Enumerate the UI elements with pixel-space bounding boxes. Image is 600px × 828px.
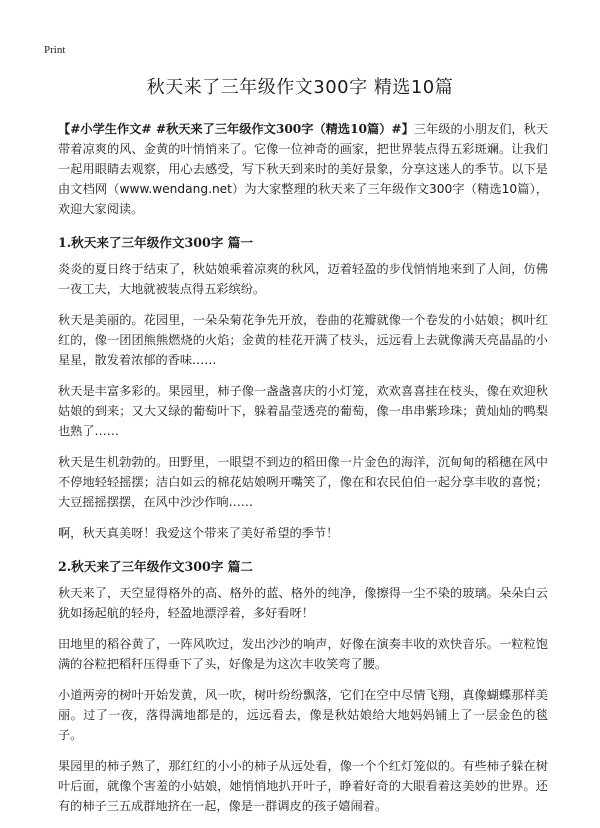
section-2-paragraph: 秋天来了，天空显得格外的高、格外的蓝、格外的纯净，像擦得一尘不染的玻璃。朵朵白云犹如扬起航的轻舟，轻盈地漂浮着，多好看呀！ (58, 586, 548, 620)
document-title: 秋天来了三年级作文300字 精选10篇 (146, 77, 454, 98)
section-1-paragraph: 秋天是美丽的。花园里，一朵朵菊花争先开放，卷曲的花瓣就像一个卷发的小姑娘；枫叶红红的，像一团团熊熊燃烧的火焰；金黄的桂花开满了枝头，远远看上去就像满天亮晶晶的小星星，散发着浓郁的香味…… (58, 313, 548, 367)
section-1-paragraph: 秋天是丰富多彩的。果园里，柿子像一盏盏喜庆的小灯笼，欢欢喜喜挂在枝头，像在欢迎秋姑娘的到来；又大又绿的葡萄叶下，躲着晶莹透亮的葡萄，像一串串紫珍珠；黄灿灿的鸭梨也熟了…… (58, 384, 548, 438)
section-1-paragraph: 秋天是生机勃勃的。田野里，一眼望不到边的稻田像一片金色的海洋，沉甸甸的稻穗在风中不停地轻轻摇摆；洁白如云的棉花姑娘咧开嘴笑了，像在和农民伯伯一起分享丰收的喜悦；大豆摇摇摆摆，在风中沙沙作响…… (58, 455, 548, 509)
section-heading-1: 1.秋天来了三年级作文300字 篇一 (58, 235, 253, 250)
section-2-paragraph: 田地里的稻谷黄了，一阵风吹过，发出沙沙的响声，好像在演奏丰收的欢快音乐。一粒粒饱满的谷粒把稻秆压得垂下了头，好像是为这次丰收笑弯了腰。 (58, 637, 548, 671)
section-2-paragraph: 小道两旁的树叶开始发黄，风一吹，树叶纷纷飘落，它们在空中尽情飞翔，真像蝴蝶那样美丽。过了一夜，落得满地都是的，远远看去，像是秋姑娘给大地妈妈铺上了一层金色的毯子。 (58, 688, 548, 742)
print-label: Print (44, 44, 66, 56)
section-1-paragraph: 啊，秋天真美呀！我爱这个带来了美好希望的季节！ (58, 526, 339, 540)
intro-tag-line: 【#小学生作文# #秋天来了三年级作文300字（精选10篇）#】 (58, 122, 414, 136)
intro-text: 三年级的小朋友们，秋天带着凉爽的风、金黄的叶悄悄来了。它像一位神奇的画家，把世界装点得五彩斑斓。让我们一起用眼睛去观察，用心去感受，写下秋天到来时的美好景象，分享这迷人的季节。以下是由文档网（www.wendang.net）为大家整理的秋天来了三年级作文300字（精选10篇），欢迎大家阅读。 (58, 122, 549, 216)
section-2-paragraph: 果园里的柿子熟了，那红红的小小的柿子从远处看，像一个个红灯笼似的。有些柿子躲在树叶后面，就像个害羞的小姑娘，她悄悄地扒开叶子，睁着好奇的大眼看着这美妙的世界。还有的柿子三五成群地挤在一起，像是一群调皮的孩子嬉闹着。 (58, 759, 548, 813)
section-heading-2: 2.秋天来了三年级作文300字 篇二 (58, 559, 253, 574)
section-1-paragraph: 炎炎的夏日终于结束了，秋姑娘乘着凉爽的秋风，迈着轻盈的步伐悄悄地来到了人间，仿佛一夜工夫，大地就被装点得五彩缤纷。 (58, 262, 548, 296)
intro-paragraph (58, 119, 548, 219)
document-body (58, 119, 548, 827)
